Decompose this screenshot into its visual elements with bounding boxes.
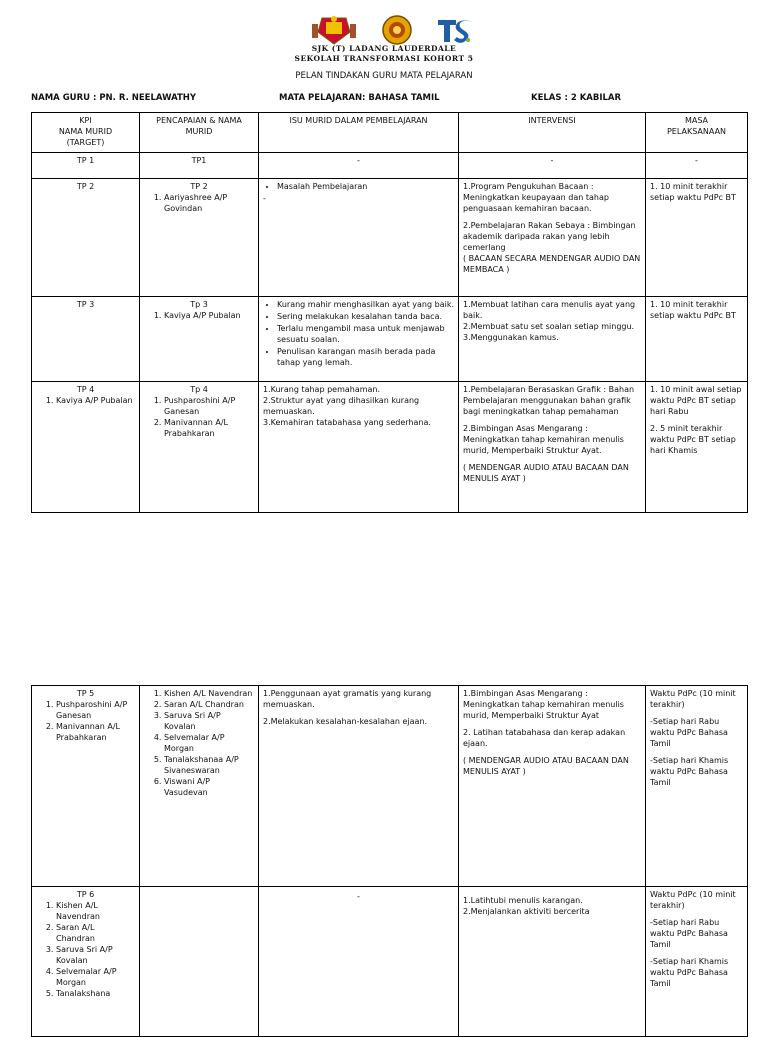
student-name: 3. Saruva Sri A/P Kovalan: [56, 944, 135, 966]
cell-masa: [646, 382, 748, 513]
cell-kpi: [32, 887, 140, 1037]
table-row-tp5: [32, 686, 748, 887]
student-name: 3. Saruva Sri A/P Kovalan: [164, 710, 254, 732]
pencapaian-level: TP 2: [190, 182, 208, 191]
cell-pencapaian: [140, 686, 259, 887]
header-masa: [646, 113, 748, 153]
cell-masa: [646, 297, 748, 382]
student-name: 2. Saran A/L Chandran: [56, 922, 135, 944]
table-row-tp1: [32, 153, 748, 179]
isu-dash: -: [263, 194, 266, 203]
cell-isu: -: [259, 153, 459, 179]
student-name: 2. Saran A/L Chandran: [164, 699, 254, 710]
student-name: 1. Aariyashree A/P Govindan: [164, 192, 254, 214]
student-name: 1. Kishen A/L Navendran: [164, 688, 254, 699]
isu-item: 3.Kemahiran tatabahasa yang sederhana.: [263, 418, 431, 427]
isu-item: • Terlalu mengambil masa untuk menjawab sesuatu soalan.: [277, 323, 454, 345]
student-name: 4. Selvemalar A/P Morgan: [164, 732, 254, 754]
masa-item: 1. 10 minit terakhir setiap waktu PdPc BT: [650, 182, 736, 202]
header-kpi-line: KPI: [79, 116, 92, 125]
table-row-tp3: [32, 297, 748, 382]
cell-pencapaian: [140, 297, 259, 382]
cell-isu: [259, 179, 459, 297]
cell-isu: [259, 887, 459, 1037]
cell-pencapaian: TP1: [140, 153, 259, 179]
header-masa-line: MASA: [684, 116, 709, 125]
isu-item: 2.Struktur ayat yang dihasilkan kurang memuaskan.: [263, 396, 420, 416]
student-name: 6. Viswani A/P Vasudevan: [164, 776, 254, 798]
intervensi-item: 1.Bimbingan Asas Mengarang : Meningkatkan tahap kemahiran menulis murid, Memperbaiki Struktur Ayat: [463, 689, 624, 720]
header-kpi: [32, 113, 140, 153]
student-name: 5. Tanalakshanaa A/P Sivaneswaran: [164, 754, 254, 776]
intervensi-item: ( MENDENGAR AUDIO ATAU BACAAN DAN MENULIS AYAT ): [463, 756, 629, 776]
masa-item: -Setiap hari Khamis waktu PdPc Bahasa Tamil: [650, 957, 729, 988]
cell-kpi: [32, 382, 140, 513]
cell-intervensi: [459, 297, 646, 382]
subject-name: MATA PELAJARAN: BAHASA TAMIL: [279, 93, 440, 103]
intervensi-item: 2.Menjalankan aktiviti bercerita: [463, 907, 590, 916]
header-pencapaian-line: PENCAPAIAN & NAMA: [156, 116, 242, 125]
isu-item: 1.Kurang tahap pemahaman.: [263, 385, 381, 394]
table-row-tp4: [32, 382, 748, 513]
intervensi-item: ( MENDENGAR AUDIO ATAU BACAAN DAN MENULIS AYAT ): [463, 463, 629, 483]
header-isu-text: ISU MURID DALAM PEMBELAJARAN: [289, 116, 428, 125]
student-name: 1. Kaviya A/P Pubalan: [164, 310, 254, 321]
teacher-name: NAMA GURU : PN. R. NEELAWATHY: [31, 93, 197, 103]
masa-item: 1. 10 minit terakhir setiap waktu PdPc BT: [650, 300, 736, 320]
masa-item: 1. 10 minit awal setiap waktu PdPc BT setiap hari Rabu: [650, 385, 742, 416]
header-logos: [308, 14, 474, 46]
table-row-tp2: [32, 179, 748, 297]
action-plan-table-2: [31, 685, 748, 1037]
isu-item: • Penulisan karangan masih berada pada tahap yang lemah.: [277, 346, 454, 368]
cell-intervensi: [459, 179, 646, 297]
intervensi-item: 2.Pembelajaran Rakan Sebaya : Bimbingan akademik daripada rakan yang lebih cemerlang: [463, 221, 636, 252]
cell-masa: [646, 179, 748, 297]
masa-item: -Setiap hari Rabu waktu PdPc Bahasa Tamil: [650, 717, 728, 748]
intervensi-item: ( BACAAN SECARA MENDENGAR AUDIO DAN MEMBACA ): [463, 254, 641, 274]
cell-intervensi: [459, 382, 646, 513]
student-name: 2. Manivannan A/L Prabahkaran: [164, 417, 254, 439]
masa-item: Waktu PdPc (10 minit terakhir): [650, 689, 736, 709]
intervensi-item: 2.Membuat satu set soalan setiap minggu.: [463, 322, 635, 331]
cell-kpi: TP 2: [32, 179, 140, 297]
action-plan-table-1: [31, 112, 748, 513]
cell-masa: [646, 887, 748, 1037]
pencapaian-level: Tp 4: [190, 385, 208, 394]
cell-pencapaian: [140, 179, 259, 297]
kpi-level: TP 5: [76, 689, 95, 698]
isu-item: • Kurang mahir menghasilkan ayat yang baik.: [277, 299, 454, 310]
cell-kpi: TP 3: [32, 297, 140, 382]
class-name: KELAS : 2 KABILAR: [531, 93, 622, 103]
isu-item: • Masalah Pembelajaran: [277, 181, 454, 192]
masa-item: 2. 5 minit terakhir waktu PdPc BT setiap hari Khamis: [650, 424, 736, 455]
student-name: 2. Manivannan A/L Prabahkaran: [56, 721, 135, 743]
isu-item: -: [357, 892, 360, 901]
masa-item: -Setiap hari Khamis waktu PdPc Bahasa Tamil: [650, 756, 729, 787]
masa-item: Waktu PdPc (10 minit terakhir): [650, 890, 736, 910]
cell-intervensi: [459, 887, 646, 1037]
cell-kpi: TP 1: [32, 153, 140, 179]
masa-item: -Setiap hari Rabu waktu PdPc Bahasa Tamil: [650, 918, 728, 949]
isu-item: 1.Penggunaan ayat gramatis yang kurang memuaskan.: [263, 689, 432, 709]
cell-isu: [259, 382, 459, 513]
kpi-level: TP 6: [76, 890, 95, 899]
document-title: PELAN TINDAKAN GURU MATA PELAJARAN: [295, 71, 473, 81]
cell-intervensi: [459, 686, 646, 887]
malaysia-coat-of-arms-logo: [308, 14, 360, 46]
table-header-row: [32, 113, 748, 153]
header-masa-line: PELAKSANAAN: [666, 127, 727, 136]
cell-isu: [259, 297, 459, 382]
student-name: 1. Kishen A/L Navendran: [56, 900, 135, 922]
kpi-level: TP 4: [76, 385, 95, 394]
header-intervensi: [459, 113, 646, 153]
isu-item: • Sering melakukan kesalahan tanda baca.: [277, 311, 454, 322]
cell-pencapaian: [140, 382, 259, 513]
student-name: 1. Kaviya A/P Pubalan: [56, 395, 135, 406]
school-crest-logo: [380, 14, 414, 46]
cell-masa: -: [646, 153, 748, 179]
student-name: 5. Tanalakshana: [56, 988, 135, 999]
intervensi-item: 2. Latihan tatabahasa dan kerap adakan ejaan.: [463, 728, 626, 748]
header-pencapaian-line: MURID: [185, 127, 213, 136]
school-name: SJK (T) LADANG LAUDERDALE: [311, 44, 457, 53]
intervensi-item: 2.Bimbingan Asas Mengarang : Meningkatkan tahap kemahiran menulis murid, Memperbaiki Struktur Ayat.: [463, 424, 624, 455]
header-intervensi-text: INTERVENSI: [528, 116, 576, 125]
cell-intervensi: -: [459, 153, 646, 179]
header-kpi-line: (TARGET): [66, 138, 105, 147]
header-isu: [259, 113, 459, 153]
cell-pencapaian: [140, 887, 259, 1037]
header-kpi-line: NAMA MURID: [58, 127, 113, 136]
student-name: 1. Pushparoshini A/P Ganesan: [164, 395, 254, 417]
school-subtitle: SEKOLAH TRANSFORMASI KOHORT 5: [294, 54, 474, 63]
intervensi-item: 1.Membuat latihan cara menulis ayat yang baik.: [463, 300, 636, 320]
cell-isu: [259, 686, 459, 887]
intervensi-item: 1.Pembelajaran Berasaskan Grafik : Bahan Pembelajaran menggunakan bahan grafik bagi meningkatkan tahap pemahaman: [463, 385, 635, 416]
pencapaian-level: Tp 3: [190, 300, 208, 309]
isu-item: 2.Melakukan kesalahan-kesalahan ejaan.: [263, 717, 428, 726]
sekolah-transformasi-logo: [432, 14, 476, 46]
intervensi-item: 1.Latihtubi menulis karangan.: [463, 896, 583, 905]
cell-kpi: [32, 686, 140, 887]
student-name: 1. Pushparoshini A/P Ganesan: [56, 699, 135, 721]
table-row-tp6: [32, 887, 748, 1037]
student-name: 4. Selvemalar A/P Morgan: [56, 966, 135, 988]
header-pencapaian: [140, 113, 259, 153]
intervensi-item: 1.Program Pengukuhan Bacaan : Meningkatkan keupayaan dan tahap penguasaan kemahiran bacaan.: [463, 182, 609, 213]
cell-masa: [646, 686, 748, 887]
intervensi-item: 3.Menggunakan kamus.: [463, 333, 559, 342]
